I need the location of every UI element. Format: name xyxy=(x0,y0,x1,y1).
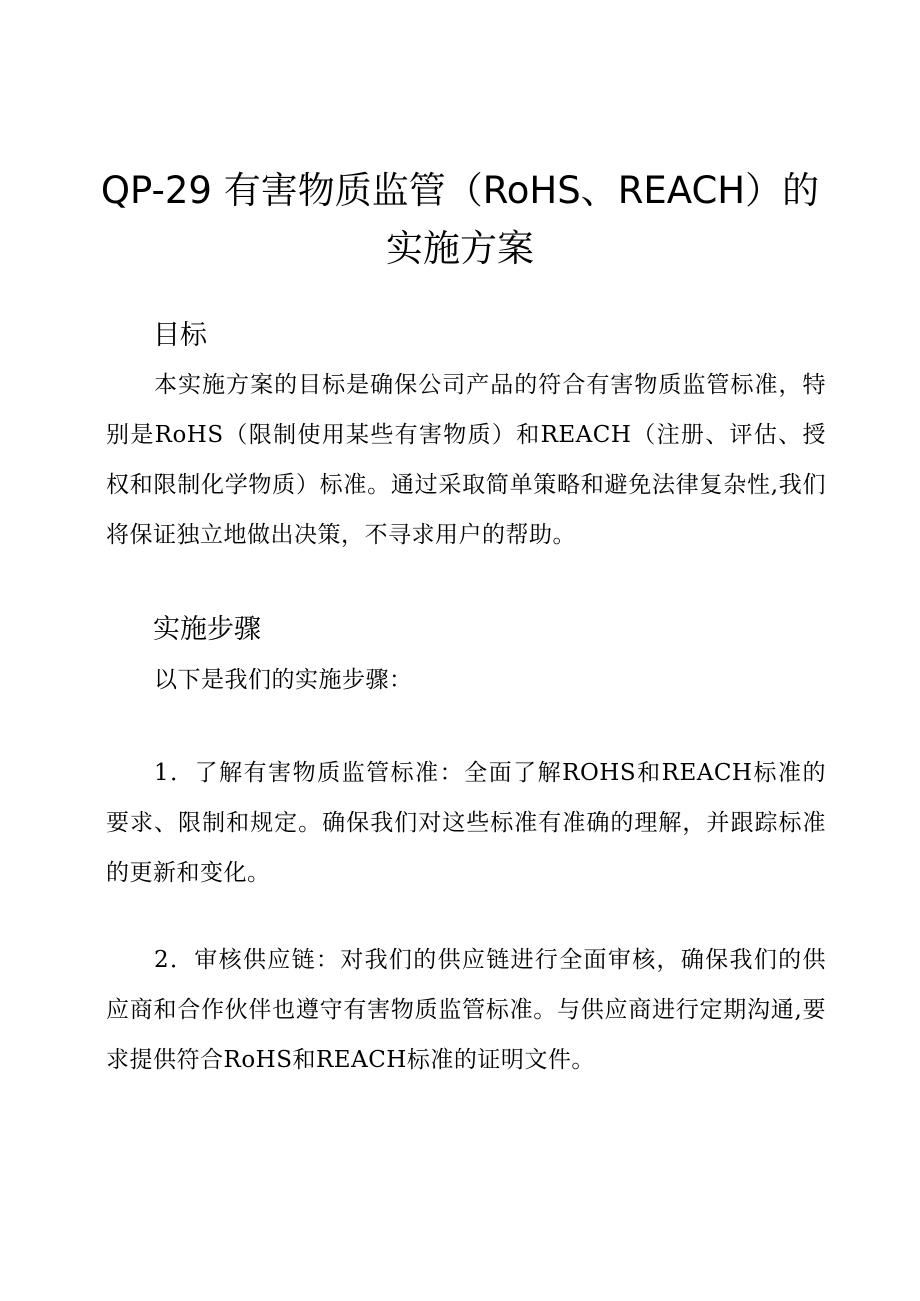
step-2-paragraph: 2．审核供应链：对我们的供应链进行全面审核，确保我们的供应商和合作伙伴也遵守有害物质监管标准。与供应商进行定期沟通,要求提供符合RoHS和REACH标准的证明文件。 xyxy=(106,947,826,1073)
document-title: QP-29 有害物质监管（RoHS、REACH）的实施方案 xyxy=(100,169,820,270)
step-1-paragraph: 1．了解有害物质监管标准：全面了解ROHS和REACH标准的要求、限制和规定。确保我们对这些标准有准确的理解，并跟踪标准的更新和变化。 xyxy=(106,760,826,886)
section-heading-steps: 实施步骤 xyxy=(153,614,261,645)
section-heading-goal: 目标 xyxy=(153,320,207,351)
goal-paragraph: 本实施方案的目标是确保公司产品的符合有害物质监管标准，特别是RoHS（限制使用某些有害物质）和REACH（注册、评估、授权和限制化学物质）标准。通过采取简单策略和避免法律复杂性,我们将保证独立地做出决策，不寻求用户的帮助。 xyxy=(106,372,826,548)
steps-intro-paragraph: 以下是我们的实施步骤： xyxy=(154,667,413,693)
